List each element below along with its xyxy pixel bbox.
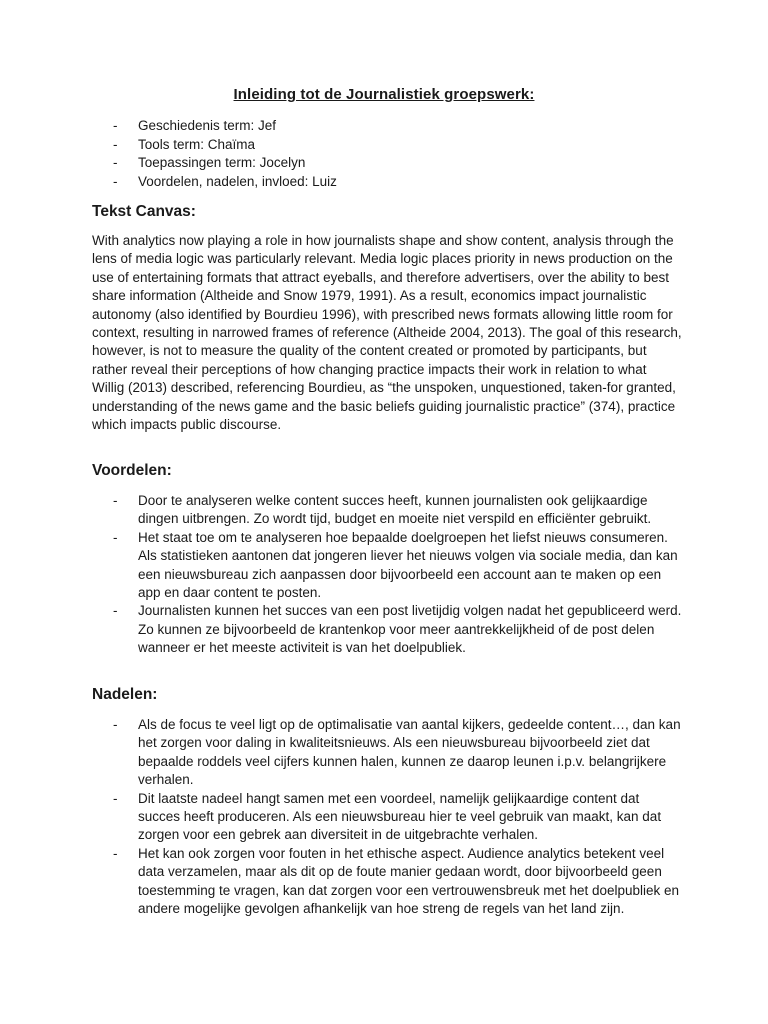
section-heading-voordelen: Voordelen:: [92, 462, 172, 479]
list-item-text: Als de focus te veel ligt op de optimalisatie van aantal kijkers, gedeelde content…, dan kan het zorgen voor daling in kwaliteitsnieuws. Als een nieuwsbureau bijvoorbeeld ziet dat bepaalde roddels veel cijfers kunnen halen, kunnen ze daarop leunen i.p.v. belangrijkere verhalen.: [138, 717, 681, 788]
team-item: - Voordelen, nadelen, invloed: Luiz: [113, 173, 693, 192]
tekst-canvas-paragraph: With analytics now playing a role in how journalists shape and show content, analysis through the lens of media logic was particularly relevant. Media logic places priority in news production on the use of entertaining formats that attract eyeballs, and therefore advertisers, over the ability to best share information (Altheide and Snow 1979, 1991). As a result, economics impact journalistic autonomy (also identified by Bourdieu 1996), with prescribed news formats allowing little room for context, resulting in narrowed frames of reference (Altheide 2004, 2013). The goal of this research, however, is not to measure the quality of the content created or promoted by participants, but rather reveal their perceptions of how changing practice impacts their work in relation to what Willig (2013) described, referencing Bourdieu, as “the unspoken, unquestioned, taken-for granted, understanding of the news game and the basic beliefs guiding journalistic practice” (374), practice which impacts public discourse.: [92, 233, 682, 433]
document-title: Inleiding tot de Journalistiek groepswerk:: [233, 86, 535, 103]
list-item-text: Dit laatste nadeel hangt samen met een voordeel, namelijk gelijkaardige content dat succes heeft produceren. Als een nieuwsbureau hier te veel gebruik van maakt, kan dat zorgen voor een gebrek aan diversiteit in de uitgebrachte verhalen.: [138, 790, 662, 843]
list-item-text: Het kan ook zorgen voor fouten in het ethische aspect. Audience analytics betekent veel data verzamelen, maar als dit op de foute manier gedaan wordt, door bijvoorbeeld geen toestemming te vragen, kan dat zorgen voor een vertrouwensbreuk met het doelpubliek en andere mogelijke gevolgen afhankelijk van hoe streng de regels van het land zijn.: [138, 845, 680, 917]
section-heading-nadelen: Nadelen:: [92, 686, 158, 703]
list-item: - Het staat toe om te analyseren hoe bepaalde doelgroepen het liefst nieuws consumeren. Als statistieken aantonen dat jongeren liever het nieuws volgen via sociale media, dan kan een nieuwsbureau zich aanpassen door bijvoorbeeld een account aan te maken op een app en daar content te posten.: [113, 529, 678, 601]
list-item: - Als de focus te veel ligt op de optimalisatie van aantal kijkers, gedeelde content…, dan kan het zorgen voor daling in kwaliteitsnieuws. Als een nieuwsbureau bijvoorbeeld ziet dat bepaalde roddels veel cijfers kunnen halen, kunnen ze daarop leunen i.p.v. belangrijkere verhalen.: [113, 717, 681, 788]
list-item: - Door te analyseren welke content succes heeft, kunnen journalisten ook gelijkaardige dingen uitbrengen. Zo wordt tijd, budget en moeite niet verspild en efficiënter gebruikt.: [113, 493, 652, 527]
team-item: - Tools term: Chaïma: [113, 136, 693, 155]
team-list: [113, 117, 693, 191]
list-item: - Het kan ook zorgen voor fouten in het ethische aspect. Audience analytics betekent veel data verzamelen, maar als dit op de foute manier gedaan wordt, door bijvoorbeeld geen toestemming te vragen, kan dat zorgen voor een vertrouwensbreuk met het doelpubliek en andere mogelijke gevolgen afhankelijk van hoe streng de regels van het land zijn.: [113, 845, 680, 917]
section-heading-tekst-canvas: Tekst Canvas:: [92, 203, 196, 220]
list-item-text: Het staat toe om te analyseren hoe bepaalde doelgroepen het liefst nieuws consumeren. Als statistieken aantonen dat jongeren liever het nieuws volgen via sociale media, dan kan een nieuwsbureau zich aanpassen door bijvoorbeeld een account aan te maken op een app en daar content te posten.: [138, 529, 678, 601]
list-item: - Dit laatste nadeel hangt samen met een voordeel, namelijk gelijkaardige content dat succes heeft produceren. Als een nieuwsbureau hier te veel gebruik van maakt, kan dat zorgen voor een gebrek aan diversiteit in de uitgebrachte verhalen.: [113, 790, 662, 843]
list-item: - Journalisten kunnen het succes van een post livetijdig volgen nadat het gepubliceerd werd. Zo kunnen ze bijvoorbeeld de krantenkop voor meer aantrekkelijkheid of de post delen wanneer er het meeste activiteit is van het doelpubliek.: [113, 603, 682, 656]
voordelen-list: [113, 492, 683, 658]
nadelen-list: [113, 716, 683, 918]
team-item: - Geschiedenis term: Jef: [113, 117, 693, 136]
list-item-text: Door te analyseren welke content succes heeft, kunnen journalisten ook gelijkaardige dingen uitbrengen. Zo wordt tijd, budget en moeite niet verspild en efficiënter gebruikt.: [138, 493, 652, 527]
list-item-text: Journalisten kunnen het succes van een post livetijdig volgen nadat het gepubliceerd werd. Zo kunnen ze bijvoorbeeld de krantenkop voor meer aantrekkelijkheid of de post delen wanneer er het meeste activiteit is van het doelpubliek.: [138, 603, 682, 656]
team-item: - Toepassingen term: Jocelyn: [113, 154, 693, 173]
